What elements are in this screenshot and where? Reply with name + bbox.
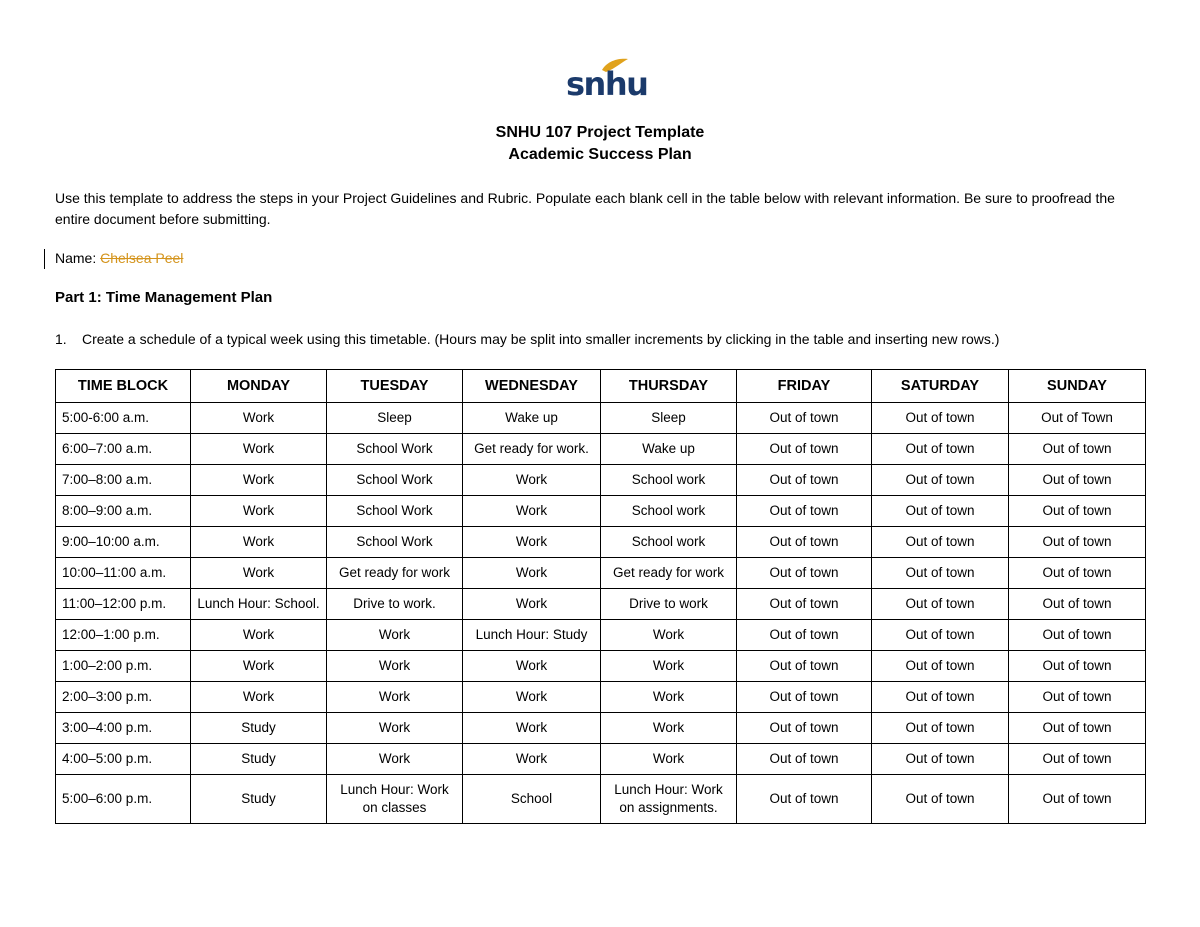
intro-paragraph: Use this template to address the steps in your Project Guidelines and Rubric. Populate each blank cell in the table below with relevant information. Be sure to proofread the entire document before submitting. xyxy=(55,190,1115,227)
cell-wednesday[interactable]: Work xyxy=(463,651,601,682)
cell-thursday[interactable]: Work xyxy=(601,651,737,682)
cell-sunday[interactable]: Out of Town xyxy=(1009,403,1146,434)
cell-monday[interactable]: Work xyxy=(191,558,327,589)
cell-monday[interactable]: Study xyxy=(191,775,327,824)
cell-sunday[interactable]: Out of town xyxy=(1009,744,1146,775)
table-row xyxy=(56,403,1146,434)
cell-friday[interactable]: Out of town xyxy=(737,775,872,824)
cell-sunday[interactable]: Out of town xyxy=(1009,496,1146,527)
cell-saturday[interactable]: Out of town xyxy=(872,465,1009,496)
header-friday: FRIDAY xyxy=(737,370,872,403)
cell-tuesday[interactable]: School Work xyxy=(327,527,463,558)
instruction-number: 1. xyxy=(55,331,67,347)
table-row xyxy=(56,434,1146,465)
cell-wednesday[interactable]: Work xyxy=(463,558,601,589)
table-row xyxy=(56,713,1146,744)
cell-saturday[interactable]: Out of town xyxy=(872,744,1009,775)
cell-time-block[interactable]: 11:00–12:00 p.m. xyxy=(56,589,191,620)
cell-thursday[interactable]: School work xyxy=(601,527,737,558)
cell-friday[interactable]: Out of town xyxy=(737,527,872,558)
cell-time-block[interactable]: 12:00–1:00 p.m. xyxy=(56,620,191,651)
table-row xyxy=(56,682,1146,713)
cell-saturday[interactable]: Out of town xyxy=(872,403,1009,434)
cell-tuesday[interactable]: School Work xyxy=(327,434,463,465)
cell-time-block[interactable]: 9:00–10:00 a.m. xyxy=(56,527,191,558)
cell-sunday[interactable]: Out of town xyxy=(1009,465,1146,496)
cell-saturday[interactable]: Out of town xyxy=(872,651,1009,682)
name-value[interactable]: Chelsea Peel xyxy=(100,250,184,266)
cell-monday[interactable]: Study xyxy=(191,744,327,775)
header-sunday: SUNDAY xyxy=(1009,370,1146,403)
cell-thursday[interactable]: Wake up xyxy=(601,434,737,465)
cell-thursday[interactable]: Drive to work xyxy=(601,589,737,620)
header-saturday: SATURDAY xyxy=(872,370,1009,403)
cell-tuesday[interactable]: School Work xyxy=(327,465,463,496)
table-row xyxy=(56,496,1146,527)
header-time-block: TIME BLOCK xyxy=(56,370,191,403)
cell-saturday[interactable]: Out of town xyxy=(872,434,1009,465)
schedule-table xyxy=(55,369,1146,824)
cell-tuesday[interactable]: Work xyxy=(327,682,463,713)
cell-friday[interactable]: Out of town xyxy=(737,558,872,589)
cell-friday[interactable]: Out of town xyxy=(737,744,872,775)
part-heading: Part 1: Time Management Plan xyxy=(55,289,273,306)
cell-sunday[interactable]: Out of town xyxy=(1009,589,1146,620)
cell-thursday[interactable]: Sleep xyxy=(601,403,737,434)
cell-monday[interactable]: Work xyxy=(191,651,327,682)
cell-friday[interactable]: Out of town xyxy=(737,620,872,651)
cell-monday[interactable]: Work xyxy=(191,682,327,713)
name-label: Name: xyxy=(55,250,97,266)
cell-wednesday[interactable]: Work xyxy=(463,682,601,713)
cell-tuesday[interactable]: School Work xyxy=(327,496,463,527)
document-subtitle: Academic Success Plan xyxy=(508,146,692,163)
cell-time-block[interactable]: 5:00-6:00 a.m. xyxy=(56,403,191,434)
instruction-item xyxy=(55,331,999,347)
cell-tuesday[interactable]: Drive to work. xyxy=(327,589,463,620)
table-row xyxy=(56,744,1146,775)
snhu-logo xyxy=(566,58,648,103)
cell-time-block[interactable]: 5:00–6:00 p.m. xyxy=(56,775,191,824)
table-row xyxy=(56,465,1146,496)
cell-saturday[interactable]: Out of town xyxy=(872,589,1009,620)
text-cursor xyxy=(44,249,45,269)
cell-time-block[interactable]: 3:00–4:00 p.m. xyxy=(56,713,191,744)
cell-wednesday[interactable]: Wake up xyxy=(463,403,601,434)
cell-wednesday[interactable]: School xyxy=(463,775,601,824)
header-monday: MONDAY xyxy=(191,370,327,403)
cell-tuesday[interactable]: Work xyxy=(327,713,463,744)
name-line[interactable] xyxy=(55,250,183,266)
table-row xyxy=(56,589,1146,620)
table-row xyxy=(56,775,1146,824)
cell-wednesday[interactable]: Lunch Hour: Study xyxy=(463,620,601,651)
table-row xyxy=(56,527,1146,558)
cell-friday[interactable]: Out of town xyxy=(737,465,872,496)
cell-sunday[interactable]: Out of town xyxy=(1009,527,1146,558)
header-tuesday: TUESDAY xyxy=(327,370,463,403)
header-wednesday: WEDNESDAY xyxy=(463,370,601,403)
document-title: SNHU 107 Project Template xyxy=(495,124,705,141)
cell-friday[interactable]: Out of town xyxy=(737,651,872,682)
cell-tuesday[interactable]: Sleep xyxy=(327,403,463,434)
logo-text: snhu xyxy=(566,65,648,103)
cell-saturday[interactable]: Out of town xyxy=(872,620,1009,651)
cell-friday[interactable]: Out of town xyxy=(737,403,872,434)
cell-time-block[interactable]: 1:00–2:00 p.m. xyxy=(56,651,191,682)
cell-sunday[interactable]: Out of town xyxy=(1009,620,1146,651)
cell-wednesday[interactable]: Work xyxy=(463,589,601,620)
cell-saturday[interactable]: Out of town xyxy=(872,496,1009,527)
cell-tuesday[interactable]: Lunch Hour: Work on classes xyxy=(327,775,463,824)
cell-sunday[interactable]: Out of town xyxy=(1009,434,1146,465)
header-thursday: THURSDAY xyxy=(601,370,737,403)
cell-time-block[interactable]: 7:00–8:00 a.m. xyxy=(56,465,191,496)
cell-friday[interactable]: Out of town xyxy=(737,434,872,465)
table-header-row xyxy=(56,370,1146,403)
cell-friday[interactable]: Out of town xyxy=(737,713,872,744)
cell-saturday[interactable]: Out of town xyxy=(872,558,1009,589)
cell-tuesday[interactable]: Get ready for work xyxy=(327,558,463,589)
cell-time-block[interactable]: 10:00–11:00 a.m. xyxy=(56,558,191,589)
table-row xyxy=(56,558,1146,589)
cell-tuesday[interactable]: Work xyxy=(327,651,463,682)
cell-monday[interactable]: Work xyxy=(191,527,327,558)
cell-wednesday[interactable]: Work xyxy=(463,713,601,744)
cell-monday[interactable]: Work xyxy=(191,403,327,434)
schedule-body xyxy=(56,403,1146,824)
cell-saturday[interactable]: Out of town xyxy=(872,713,1009,744)
cell-saturday[interactable]: Out of town xyxy=(872,527,1009,558)
cell-monday[interactable]: Work xyxy=(191,496,327,527)
cell-sunday[interactable]: Out of town xyxy=(1009,682,1146,713)
cell-friday[interactable]: Out of town xyxy=(737,589,872,620)
cell-time-block[interactable]: 2:00–3:00 p.m. xyxy=(56,682,191,713)
cell-friday[interactable]: Out of town xyxy=(737,682,872,713)
cell-thursday[interactable]: Work xyxy=(601,744,737,775)
cell-wednesday[interactable]: Get ready for work. xyxy=(463,434,601,465)
cell-time-block[interactable]: 6:00–7:00 a.m. xyxy=(56,434,191,465)
cell-sunday[interactable]: Out of town xyxy=(1009,651,1146,682)
cell-sunday[interactable]: Out of town xyxy=(1009,775,1146,824)
cell-monday[interactable]: Lunch Hour: School. xyxy=(191,589,327,620)
cell-wednesday[interactable]: Work xyxy=(463,496,601,527)
cell-wednesday[interactable]: Work xyxy=(463,527,601,558)
cell-wednesday[interactable]: Work xyxy=(463,465,601,496)
cell-monday[interactable]: Study xyxy=(191,713,327,744)
cell-tuesday[interactable]: Work xyxy=(327,744,463,775)
cell-time-block[interactable]: 8:00–9:00 a.m. xyxy=(56,496,191,527)
cell-thursday[interactable]: School work xyxy=(601,496,737,527)
instruction-text: Create a schedule of a typical week using this timetable. (Hours may be split into smaller increments by clicking in the table and inserting new rows.) xyxy=(82,331,1000,347)
cell-thursday[interactable]: Work xyxy=(601,620,737,651)
cell-sunday[interactable]: Out of town xyxy=(1009,558,1146,589)
cell-monday[interactable]: Work xyxy=(191,434,327,465)
cell-friday[interactable]: Out of town xyxy=(737,496,872,527)
cell-thursday[interactable]: Work xyxy=(601,713,737,744)
cell-time-block[interactable]: 4:00–5:00 p.m. xyxy=(56,744,191,775)
cell-sunday[interactable]: Out of town xyxy=(1009,713,1146,744)
table-row xyxy=(56,620,1146,651)
cell-thursday[interactable]: School work xyxy=(601,465,737,496)
cell-saturday[interactable]: Out of town xyxy=(872,775,1009,824)
cell-saturday[interactable]: Out of town xyxy=(872,682,1009,713)
cell-monday[interactable]: Work xyxy=(191,465,327,496)
cell-monday[interactable]: Work xyxy=(191,620,327,651)
cell-wednesday[interactable]: Work xyxy=(463,744,601,775)
cell-thursday[interactable]: Work xyxy=(601,682,737,713)
cell-tuesday[interactable]: Work xyxy=(327,620,463,651)
table-row xyxy=(56,651,1146,682)
cell-thursday[interactable]: Get ready for work xyxy=(601,558,737,589)
cell-thursday[interactable]: Lunch Hour: Work on assignments. xyxy=(601,775,737,824)
